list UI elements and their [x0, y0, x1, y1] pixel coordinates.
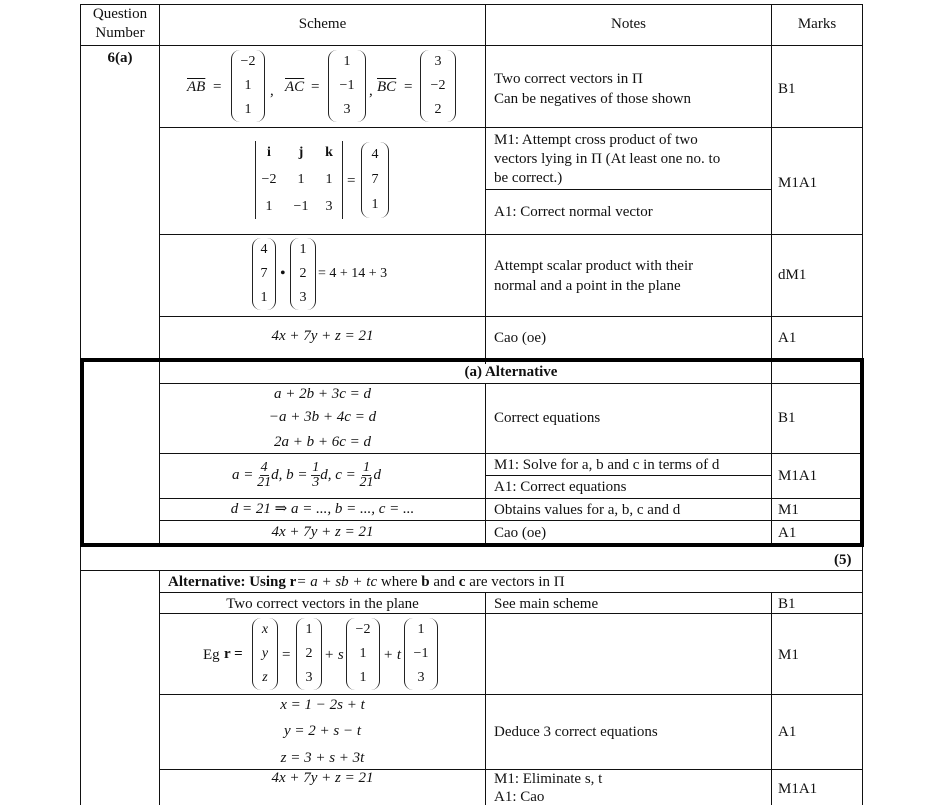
- note-obtains-values: Obtains values for a, b, c and d: [494, 502, 681, 518]
- note-see-main: See main scheme: [494, 596, 599, 612]
- mark-a1-alt2: A1: [778, 724, 797, 740]
- mark-b1-alt2: B1: [778, 596, 796, 612]
- note-scalar-1: Attempt scalar product with their: [494, 258, 694, 274]
- mark-b1: B1: [778, 81, 796, 97]
- r-label: r =: [224, 646, 243, 662]
- alt-a-eq-2: −a + 3b + 4c = d: [268, 409, 377, 425]
- question-number: 6(a): [107, 50, 133, 66]
- header-marks: Marks: [797, 16, 837, 32]
- mark-a1-alt: A1: [778, 525, 797, 541]
- direction-vector-1: −2 1 1: [346, 618, 380, 690]
- note-cao-1: Cao (oe): [494, 330, 547, 346]
- mark-a1-1: A1: [778, 330, 797, 346]
- vector-ab-label: $\overline{AB}$: [187, 79, 206, 95]
- alt-a-final: 4x + 7y + z = 21: [271, 524, 374, 540]
- header-question-number: Question Number: [92, 6, 148, 41]
- vector-ac-label: $\overline{AC}$: [285, 79, 305, 95]
- vector-bc: 3 −2 2: [420, 50, 456, 122]
- mark-m1a1-alt: M1A1: [778, 468, 818, 484]
- note-correct-equations: Correct equations: [494, 410, 601, 426]
- header-notes: Notes: [611, 16, 646, 32]
- note-cross-1: M1: Attempt cross product of two: [494, 132, 698, 148]
- vector-ac: 1 −1 3: [328, 50, 366, 122]
- alt-a-values: d = 21 ⇒ a = ..., b = ..., c = ...: [230, 501, 415, 517]
- two-vectors-plane: Two correct vectors in the plane: [226, 596, 419, 612]
- cross-product-determinant: i j k −2 1 1 1 −1 3: [255, 141, 343, 219]
- mark-m1a1: M1A1: [778, 175, 818, 191]
- alt-a-eq-3: 2a + b + 6c = d: [273, 434, 372, 450]
- mark-m1a1-alt2: M1A1: [778, 781, 818, 797]
- note-vectors-1: Two correct vectors in Π: [494, 71, 643, 87]
- mark-b1-alt: B1: [778, 410, 796, 426]
- note-solve-a1: A1: Correct equations: [494, 479, 627, 495]
- mark-dm1: dM1: [778, 267, 807, 283]
- plane-equation: 4x + 7y + z = 21: [271, 328, 374, 344]
- position-vector-r: x y z: [252, 618, 278, 690]
- note-eliminate: M1: Eliminate s, t: [494, 771, 603, 787]
- normal-vector: 4 7 1: [361, 142, 389, 218]
- note-cross-2: vectors lying in Π (At least one no. to: [494, 151, 721, 167]
- note-cao-2: Cao (oe): [494, 525, 547, 541]
- mark-m1-alt2: M1: [778, 647, 799, 663]
- note-cross-a1: A1: Correct normal vector: [494, 204, 653, 220]
- alternative-a-title: (a) Alternative: [464, 364, 558, 380]
- note-cao-3: A1: Cao: [494, 789, 545, 805]
- alt-a-eq-1: a + 2b + 3c = d: [273, 386, 372, 402]
- scalar-result: = 4 + 14 + 3: [318, 266, 388, 281]
- alt-a-solve: a = $\frac{4}{21}$ d, b = $\frac{1}{3}$ d, c = $\frac{1}{21}$ d: [232, 460, 382, 491]
- note-scalar-2: normal and a point in the plane: [494, 278, 681, 294]
- note-solve: M1: Solve for a, b and c in terms of d: [494, 457, 720, 473]
- scalar-vector-1: 4 7 1: [252, 238, 276, 310]
- param-eq-y: y = 2 + s − t: [283, 723, 362, 739]
- mark-m1-alt: M1: [778, 502, 799, 518]
- note-deduce-equations: Deduce 3 correct equations: [494, 724, 658, 740]
- vector-ab: −2 1 1: [231, 50, 265, 122]
- direction-vector-2: 1 −1 3: [404, 618, 438, 690]
- param-eq-x: x = 1 − 2s + t: [280, 697, 365, 713]
- total-marks: (5): [834, 552, 852, 568]
- alternative-r-title: Alternative: Using r= a + sb + tc where b and c are vectors in Π: [168, 574, 565, 590]
- eg-label: Eg: [203, 647, 220, 663]
- param-eq-z: z = 3 + s + 3t: [280, 750, 365, 766]
- scalar-vector-2: 1 2 3: [290, 238, 316, 310]
- point-vector: 1 2 3: [296, 618, 322, 690]
- header-scheme: Scheme: [298, 16, 347, 32]
- note-vectors-2: Can be negatives of those shown: [494, 91, 692, 107]
- alt-r-final: 4x + 7y + z = 21: [271, 770, 374, 786]
- note-cross-3: be correct.): [494, 170, 563, 186]
- vector-bc-label: $\overline{BC}$: [377, 79, 397, 95]
